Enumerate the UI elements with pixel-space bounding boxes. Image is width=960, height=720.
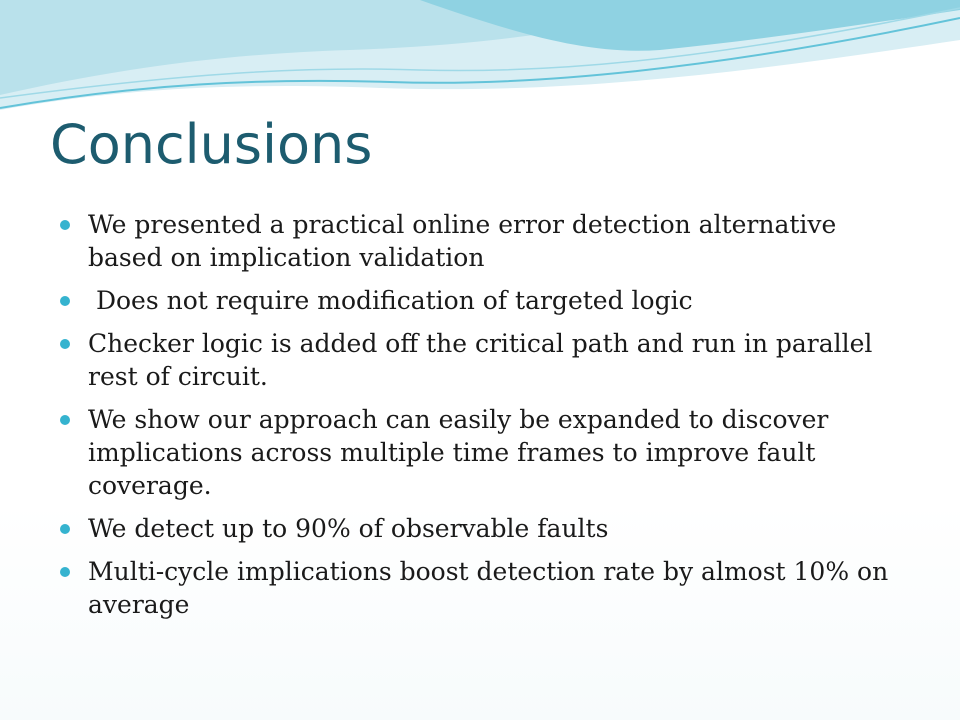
bullet-marker-icon: [60, 339, 70, 349]
bullet-item: [60, 284, 900, 317]
bullet-item: [60, 555, 900, 621]
bullet-marker-icon: [60, 415, 70, 425]
bullet-marker-icon: [60, 296, 70, 306]
bullet-text: We detect up to 90% of observable faults: [88, 514, 609, 543]
bullet-text: We show our approach can easily be expanded to discover implications across multiple time frames to improve fault coverage.: [88, 405, 829, 500]
bullet-text: Multi-cycle implications boost detection rate by almost 10% on average: [88, 557, 889, 619]
bullet-text: We presented a practical online error detection alternative based on implication validation: [88, 210, 837, 272]
bullet-marker-icon: [60, 567, 70, 577]
bullet-item: [60, 512, 900, 545]
bullet-text: Does not require modification of targeted logic: [88, 286, 693, 315]
bullet-item: [60, 327, 900, 393]
bullet-item: [60, 208, 900, 274]
bullet-list: [60, 208, 900, 631]
wave-decoration: [0, 0, 960, 120]
bullet-text: Checker logic is added off the critical path and run in parallel rest of circuit.: [88, 329, 873, 391]
slide-title: Conclusions: [50, 113, 373, 176]
bullet-marker-icon: [60, 524, 70, 534]
bullet-marker-icon: [60, 220, 70, 230]
bullet-item: [60, 403, 900, 502]
